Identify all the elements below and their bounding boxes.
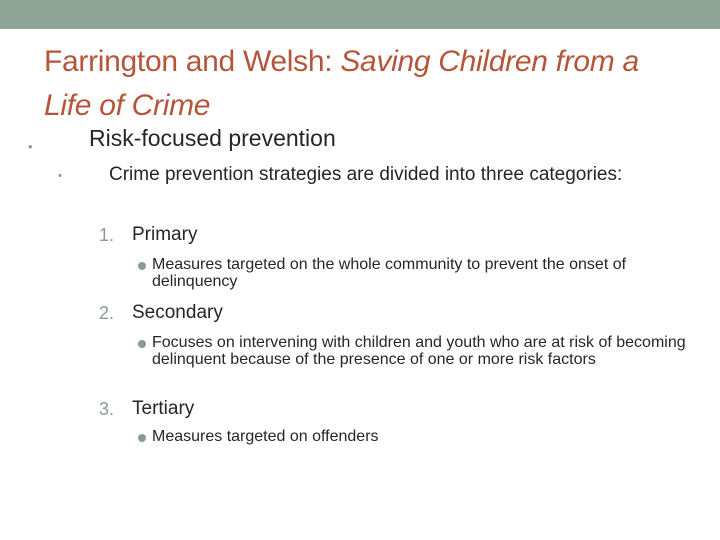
category-description: Measures targeted on the whole community to prevent the onset of delinquency xyxy=(152,256,627,290)
category-number: 2. xyxy=(99,303,115,323)
category-number: 3. xyxy=(99,399,115,419)
slide-title xyxy=(44,40,684,128)
category-description: Focuses on intervening with children and youth who are at risk of becoming delinquent because of the presence of one or more risk factors xyxy=(152,334,686,368)
description-bullet xyxy=(138,434,146,442)
category-label: Primary xyxy=(132,224,198,245)
title-italic-text: Saving Children from a Life of Crime xyxy=(44,45,639,122)
description-bullet xyxy=(138,340,146,348)
title-plain-text: Farrington and Welsh: xyxy=(44,45,341,78)
top-accent-band xyxy=(0,0,720,29)
category-description: Measures targeted on offenders xyxy=(152,428,379,445)
category-label: Tertiary xyxy=(132,398,195,419)
category-number: 1. xyxy=(99,225,115,245)
level1-text: Risk-focused prevention xyxy=(89,125,336,151)
level2-bullet: • xyxy=(58,170,62,182)
description-bullet xyxy=(138,262,146,270)
category-label: Secondary xyxy=(132,302,223,323)
level1-bullet: • xyxy=(28,139,33,154)
level2-text: Crime prevention strategies are divided into three categories: xyxy=(109,164,623,185)
